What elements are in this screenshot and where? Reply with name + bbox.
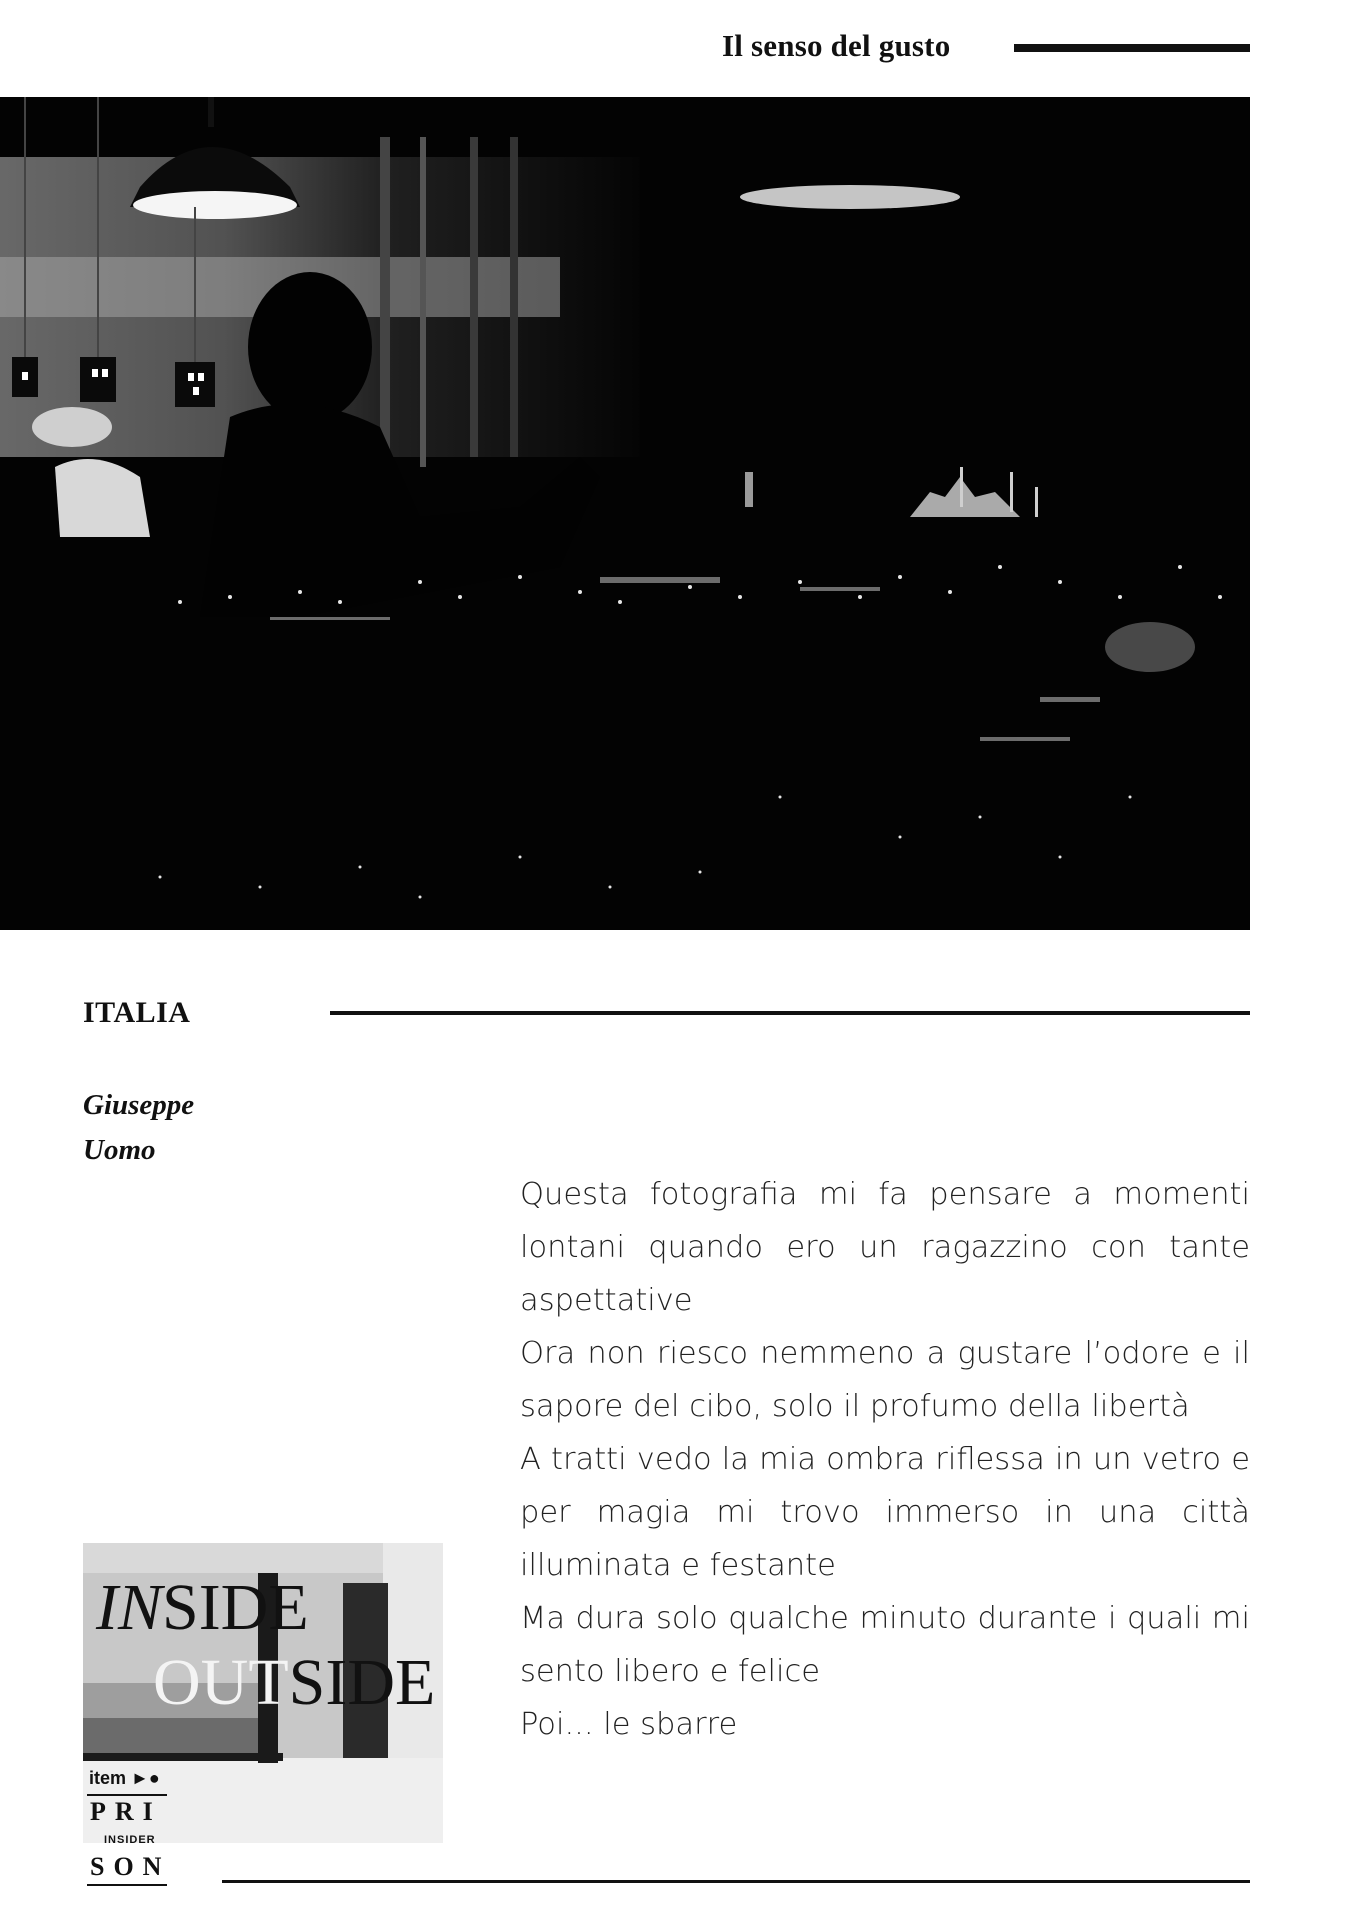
author-block [83, 1083, 194, 1173]
body-paragraph: Questa fotografia mi fa pensare a momenti lontani quando ero un ragazzino con tante aspettative [520, 1177, 1250, 1318]
body-paragraph: Poi... le sbarre [520, 1707, 738, 1742]
logo-inside-text: INSIDE [96, 1571, 309, 1644]
section-rule [330, 1011, 1250, 1015]
body-paragraph: A tratti vedo la mia ombra riflessa in un vetro e per magia mi trovo immerso in una città illuminata e festante [520, 1442, 1250, 1583]
author-name: Giuseppe [83, 1089, 195, 1121]
prison-insider-logo-top: PRI [90, 1797, 162, 1826]
body-text [520, 1168, 1250, 1751]
section-title: ITALIA [83, 996, 191, 1029]
prison-insider-rule-top [87, 1794, 167, 1796]
body-paragraph: Ora non riesco nemmeno a gustare l’odore e il sapore del cibo, solo il profumo della libertà [520, 1336, 1250, 1424]
photo-illustration [0, 97, 1250, 930]
footer-rule [222, 1880, 1250, 1883]
header-rule [1014, 44, 1250, 52]
prison-insider-logo-mid: INSIDER [104, 1834, 156, 1846]
page-header-title: Il senso del gusto [722, 28, 951, 63]
prison-insider-logo-bottom: SON [90, 1852, 171, 1881]
main-photograph [0, 97, 1250, 930]
body-paragraph: Ma dura solo qualche minuto durante i quali mi sento libero e felice [520, 1601, 1250, 1689]
author-descriptor: Uomo [83, 1134, 156, 1166]
prison-insider-rule-bottom [87, 1884, 167, 1886]
item-logo: item ►● [89, 1768, 160, 1788]
logo-outside-text: OUTSIDE [153, 1646, 436, 1719]
